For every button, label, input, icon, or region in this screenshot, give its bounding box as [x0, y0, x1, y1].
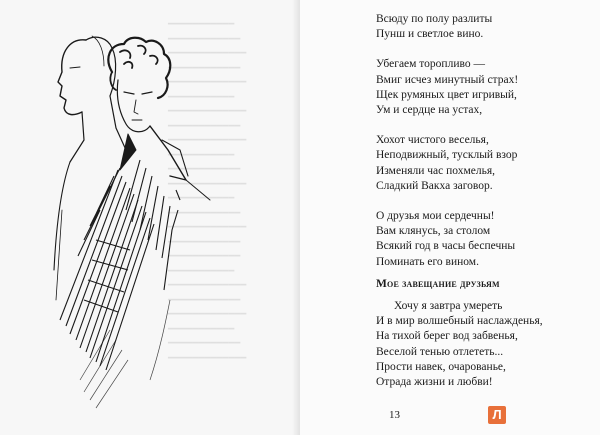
poem-title: Мое завещание друзьям	[376, 278, 500, 290]
poem-line: Отрада жизни и любви!	[376, 376, 493, 389]
poem-line: Всюду по полу разлиты	[376, 13, 493, 25]
poem-line: О друзья мои сердечны!	[376, 210, 495, 223]
poem-line: Вам клянусь, за столом	[376, 225, 491, 238]
poem-line: Сладкий Вакха заговор.	[376, 179, 493, 192]
stanza	[376, 133, 586, 194]
poem-line: Поминать его вином.	[376, 255, 479, 268]
poem-line: Изменяли час похмелья,	[376, 164, 496, 177]
poem-line: Убегаем торопливо —	[376, 58, 485, 71]
stanza	[376, 57, 586, 118]
stanza	[376, 12, 586, 42]
show-through-text: ━━━━━━━━━━━ ━━━━━━━━━━━━ ━━━━━━━━━━━━━ ━━━━━━━━━━━━ ━━━━━━━━━━━━━ ━━━━━━━━━━━ ━━━━━━━━━━━━━ ━━━━━━━━━━━━ ━━━━━━━━━━━━━ ━━━━━━━━━━━ ━━━━━━━━━━━━ ━━━━━━━━━━━━━ ━━━━━━━━━━━ ━━━━━━━━━━━━ ━━━━━━━━━━━━━ ━━━━━━━━━━━━ ━━━━━━━━━━━━ ━━━━━━━━━━━ ━━━━━━━━━━━━━ ━━━━━━━━━━━━ ━━━━━━━━━━━━━ ━━━━━━━━━━━ ━━━━━━━━━━━━ ━━━━━━━━━━━━━	[168, 19, 247, 364]
poem-continuation	[376, 12, 586, 285]
poem-line: Прости навек, очарованье,	[376, 360, 506, 373]
poem-line: На тихой берег вод забвенья,	[376, 330, 518, 343]
poem-line: Ум и сердце на устах,	[376, 104, 483, 117]
poem-line: Хохот чистого веселья,	[376, 134, 489, 147]
poem-line: Щек румяных цвет игривый,	[376, 88, 517, 101]
poem-line: Веселой тенью отлететь...	[376, 345, 504, 358]
poem-opening	[376, 299, 596, 390]
poem-line: Всякий год в часы беспечны	[376, 240, 516, 253]
poem-line: И в мир волшебный наслажденья,	[376, 315, 543, 328]
poem-line: Пунш и светлое вино.	[376, 28, 484, 41]
page-number: 13	[389, 409, 400, 421]
poem-line: Хочу я завтра умереть	[394, 300, 503, 312]
poem-line: Вмиг исчез минутный страх!	[376, 73, 519, 86]
labirint-l-icon: Л	[488, 406, 506, 424]
poem-line: Неподвижный, тусклый взор	[376, 149, 518, 162]
stanza	[376, 209, 586, 270]
